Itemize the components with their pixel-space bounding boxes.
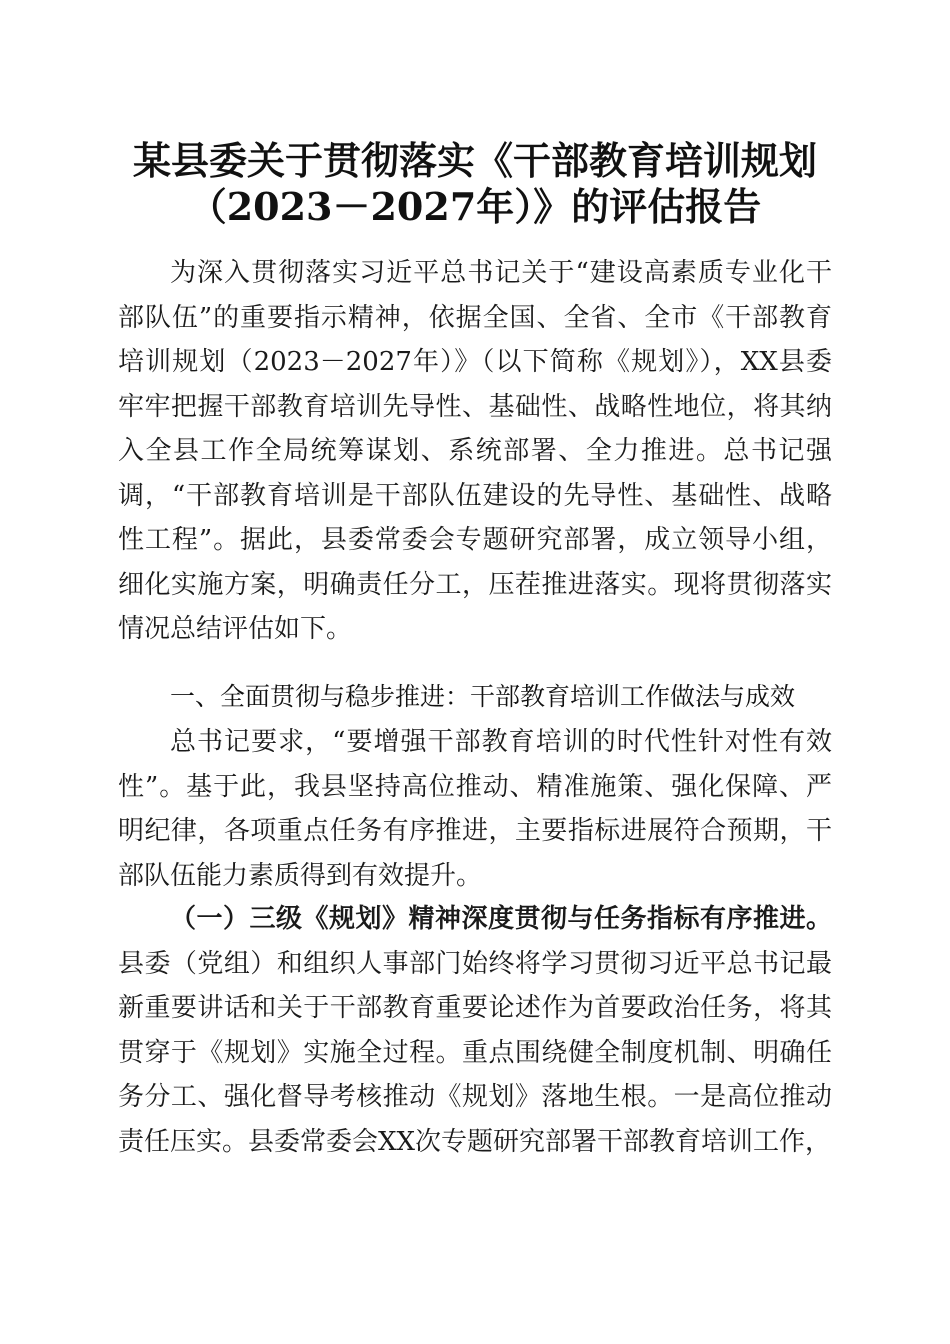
subsection1-paragraph (118, 897, 832, 1164)
intro-paragraph: 为深入贯彻落实习近平总书记关于“建设高素质专业化干部队伍”的重要指示精神，依据全国、全省、全市《干部教育培训规划（2023－2027年）》（以下简称《规划》），XX县委牢牢把握干部教育培训先导性、基础性、战略性地位，将其纳入全县工作全局统筹谋划、系统部署、全力推进。总书记强调，“干部教育培训是干部队伍建设的先导性、基础性、战略性工程”。据此，县委常委会专题研究部署，成立领导小组，细化实施方案，明确责任分工，压茬推进落实。现将贯彻落实情况总结评估如下。 (118, 258, 832, 644)
document-title-line2: （2023－2027年）》的评估报告 (188, 184, 762, 229)
document-title-line1: 某县委关于贯彻落实《干部教育培训规划 (132, 138, 817, 183)
section-heading-1: 一、全面贯彻与稳步推进：干部教育培训工作做法与成效 (170, 682, 796, 711)
subsection-heading-1: （一）三级《规划》精神深度贯彻与任务指标有序推进。 (170, 904, 832, 934)
section1-paragraph: 总书记要求，“要增强干部教育培训的时代性针对性有效性”。基于此，我县坚持高位推动、精准施策、强化保障、严明纪律，各项重点任务有序推进，主要指标进展符合预期，干部队伍能力素质得到有效提升。 (118, 727, 832, 891)
subsection1-body: 县委（党组）和组织人事部门始终将学习贯彻习近平总书记最新重要讲话和关于干部教育重要论述作为首要政治任务，将其贯穿于《规划》实施全过程。重点围绕健全制度机制、明确任务分工、强化督导考核推动《规划》落地生根。一是高位推动责任压实。县委常委会XX次专题研究部署干部教育培训工作， (118, 948, 832, 1157)
